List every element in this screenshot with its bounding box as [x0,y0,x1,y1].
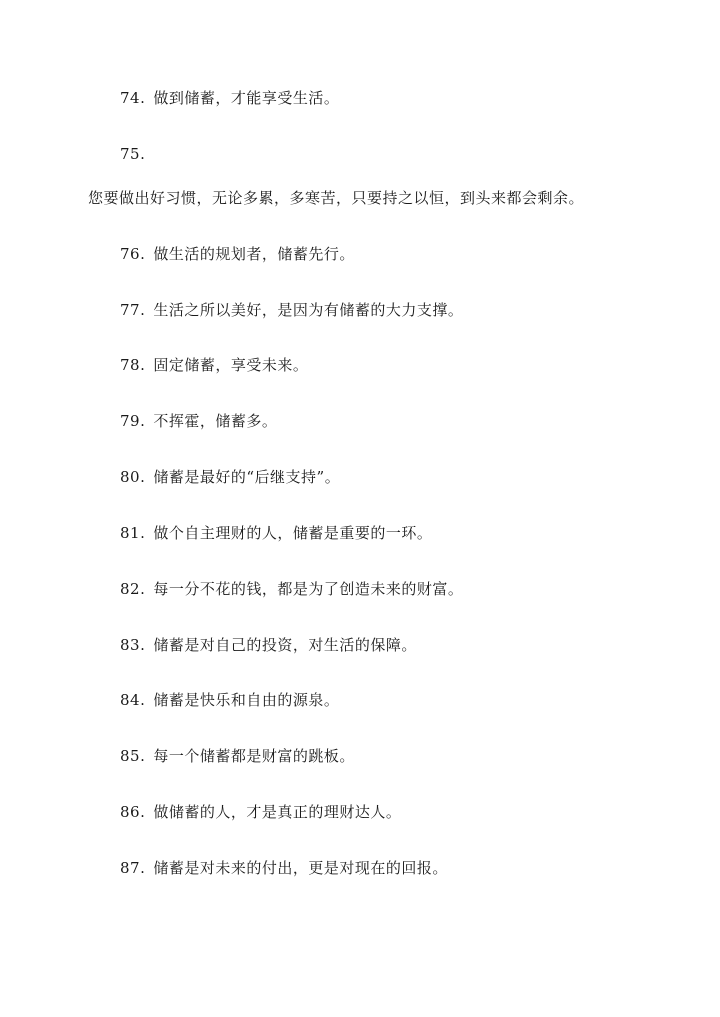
list-item [120,579,463,599]
item-number: 84. [120,691,146,709]
list-item [120,690,339,710]
item-number: 75. [120,145,146,163]
list-item [120,355,308,375]
list-item [120,858,448,878]
list-item [120,300,463,320]
list-item [120,144,153,164]
item-text: 储蓄是最好的“后继支持”。 [153,468,341,486]
item-number: 77. [120,301,146,319]
item-number: 74. [120,89,146,107]
item-text: 固定储蓄，享受未来。 [153,356,309,374]
list-item [120,802,401,822]
item-text: 储蓄是对未来的付出，更是对现在的回报。 [153,859,448,877]
item-number: 82. [120,580,146,598]
item-number: 78. [120,356,146,374]
item-text: 不挥霍，储蓄多。 [153,412,278,430]
item-number: 86. [120,803,146,821]
item-text: 做个自主理财的人，储蓄是重要的一环。 [153,524,433,542]
item-number: 85. [120,747,146,765]
item-text: 储蓄是对自己的投资，对生活的保障。 [153,636,417,654]
item-text: 每一分不花的钱，都是为了创造未来的财富。 [153,580,464,598]
item-text: 做储蓄的人，才是真正的理财达人。 [153,803,402,821]
list-item [120,88,339,108]
item-text: 做生活的规划者，储蓄先行。 [153,245,355,263]
list-item [120,523,432,543]
item-number: 76. [120,245,146,263]
item-number: 81. [120,524,146,542]
list-item [120,411,277,431]
item-number: 87. [120,859,146,877]
item-number: 83. [120,636,146,654]
item-number: 80. [120,468,146,486]
item-text: 每一个储蓄都是财富的跳板。 [153,747,355,765]
list-item [120,635,417,655]
item-text: 储蓄是快乐和自由的源泉。 [153,691,340,709]
list-item [120,467,340,487]
list-item [120,746,355,766]
item-text: 生活之所以美好，是因为有储蓄的大力支撑。 [153,301,464,319]
list-item [120,244,355,264]
item-number: 79. [120,412,146,430]
item-continuation: 您要做出好习惯，无论多累，多寒苦，只要持之以恒，到头来都会剩余。 [88,189,585,207]
item-text: 做到储蓄，才能享受生活。 [153,89,340,107]
